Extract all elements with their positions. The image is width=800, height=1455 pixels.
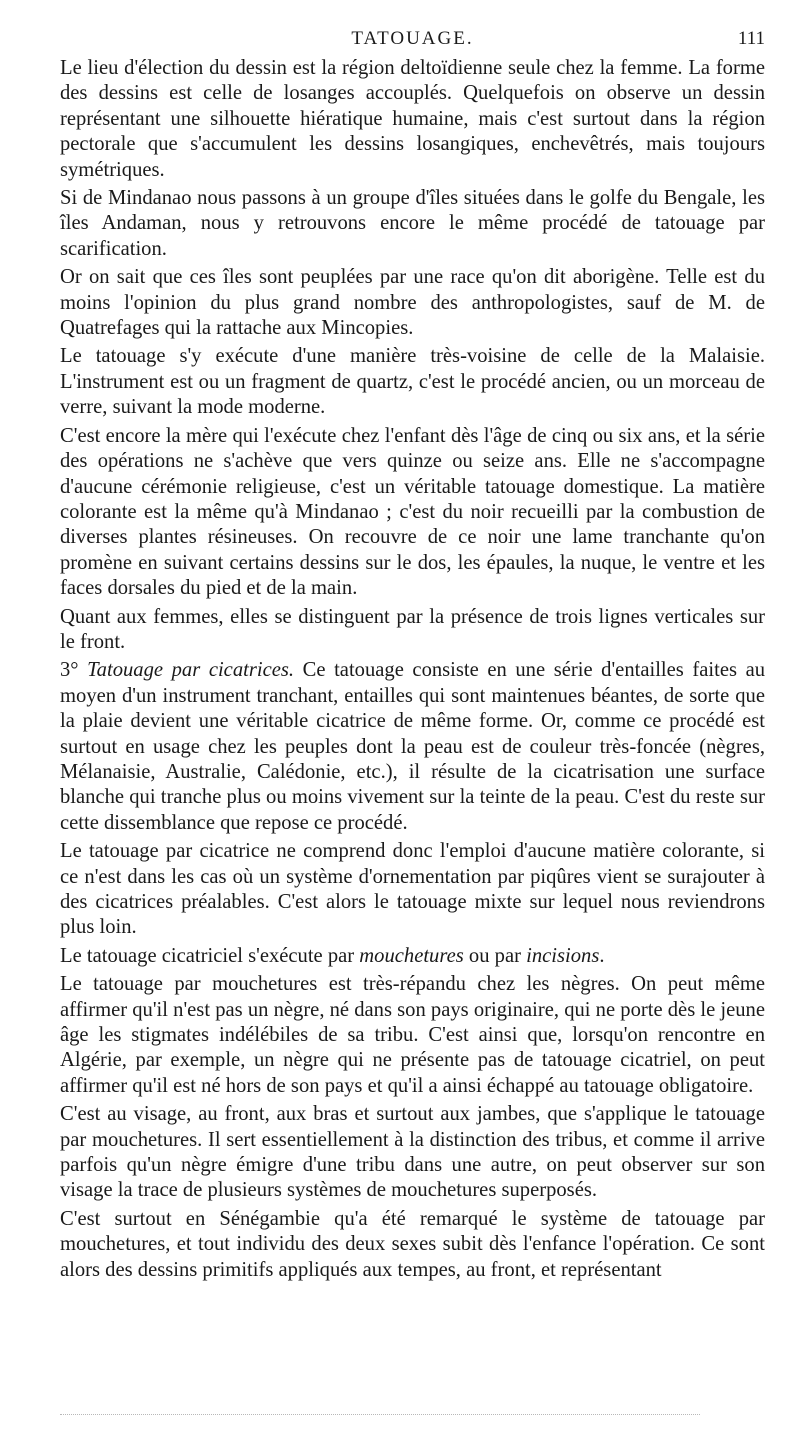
section-number: 3° [60,659,88,682]
paragraph: C'est au visage, au front, aux bras et surtout aux jambes, que s'applique le tatouage par mouchetures. Il sert essentiellement à la distinction des tribus, et comme il arrive parfois qu'un nègre émigre d'une tribu dans une autre, on peut observer sur son visage la trace de plusieurs systèmes de mouchetures superposés. [60,1103,765,1202]
paragraph: C'est surtout en Sénégambie qu'a été remarqué le système de tatouage par mouchetures, et tout individu des deux sexes subit dès l'enfance l'opération. Ce sont alors des dessins primitifs appliqués aux tempes, au front, et représentant [60,1207,765,1281]
paragraph: Le tatouage s'y exécute d'une manière très-voisine de celle de la Malaisie. L'instrument est ou un fragment de quartz, c'est le procédé ancien, ou un morceau de verre, suivant la mode moderne. [60,345,765,419]
body-text [60,56,765,1283]
paragraph: Or on sait que ces îles sont peuplées par une race qu'on dit aborigène. Telle est du moins l'opinion du plus grand nombre des anthropologistes, sauf de M. de Quatrefages qui la rattache aux Mincopies. [60,266,765,340]
book-page [60,28,765,1283]
paragraph: Le tatouage par mouchetures est très-répandu chez les nègres. On peut même affirmer qu'il n'est pas un nègre, né dans son pays originaire, qui ne porte dès le jeune âge les stigmates indélébiles de sa tribu. C'est ainsi que, lorsqu'on rencontre en Algérie, par exemple, un nègre qui ne présente pas de tatouage cicatriel, on peut affirmer qu'il est né hors de son pays et qu'il a ainsi échappé au tatouage obligatoire. [60,973,765,1097]
paragraph-section-3 [60,658,765,836]
paragraph [60,944,765,969]
text-run: Le tatouage cicatriciel s'exécute par [60,944,360,967]
paragraph: Le tatouage par cicatrice ne comprend donc l'emploi d'aucune matière colorante, si ce n'est dans les cas où un système d'ornementation par piqûres vient se surajouter à des cicatrices préalables. C'est alors le tatouage mixte sur lequel nous reviendrons plus loin. [60,840,765,939]
paragraph: C'est encore la mère qui l'exécute chez l'enfant dès l'âge de cinq ou six ans, et la série des opérations ne s'achève que vers quinze ou seize ans. Elle ne s'accompagne d'aucune cérémonie religieuse, c'est un véritable tatouage domestique. La matière colorante est la même qu'à Mindanao ; c'est du noir recueilli par la combustion de diverses plantes résineuses. On recouvre de ce noir une lame tranchante qu'on promène en suivant certains dessins sur le dos, les épaules, la nuque, le ventre et les faces dorsales du pied et de la main. [60,424,765,600]
running-header [60,28,765,56]
text-run: . [599,944,605,967]
page-number: 111 [737,28,765,49]
paragraph: Si de Mindanao nous passons à un groupe d'îles situées dans le golfe du Bengale, les îles Andaman, nous y retrouvons encore le même procédé de tatouage par scarification. [60,187,765,260]
text-run: ou par [463,944,527,967]
paragraph: Le lieu d'élection du dessin est la région deltoïdienne seule chez la femme. La forme des dessins est celle de losanges accouplés. Quelquefois on observe un dessin représentant une silhouette hiératique humaine, mais c'est surtout dans la région pectorale que s'accumulent les dessins losangiques, enchevêtrés, mais toujours symétriques. [60,57,765,181]
running-title: TATOUAGE. [351,28,474,49]
italic-term-mouchetures: mouchetures [359,944,464,967]
section-text: Ce tatouage consiste en une série d'entailles faites au moyen d'un instrument tranchant, entailles qui sont maintenues béantes, de sorte que la plaie devient une véritable cicatrice de même forme. Or, comme ce procédé est surtout en usage chez les peuples dont la peau est de couleur très-foncée (nègres, Mélanaisie, Australie, Calédonie, etc.), il résulte de la cicatrisation une surface blanche qui tranche plus ou moins vivement sur la teinte de la peau. C'est du reste sur cette dissemblance que repose ce procédé. [60,659,766,834]
bottom-bleed-line [60,1414,700,1415]
paragraph: Quant aux femmes, elles se distinguent par la présence de trois lignes verticales sur le front. [60,605,765,653]
section-heading: Tatouage par cicatrices. [87,659,295,682]
italic-term-incisions: incisions [526,944,600,967]
